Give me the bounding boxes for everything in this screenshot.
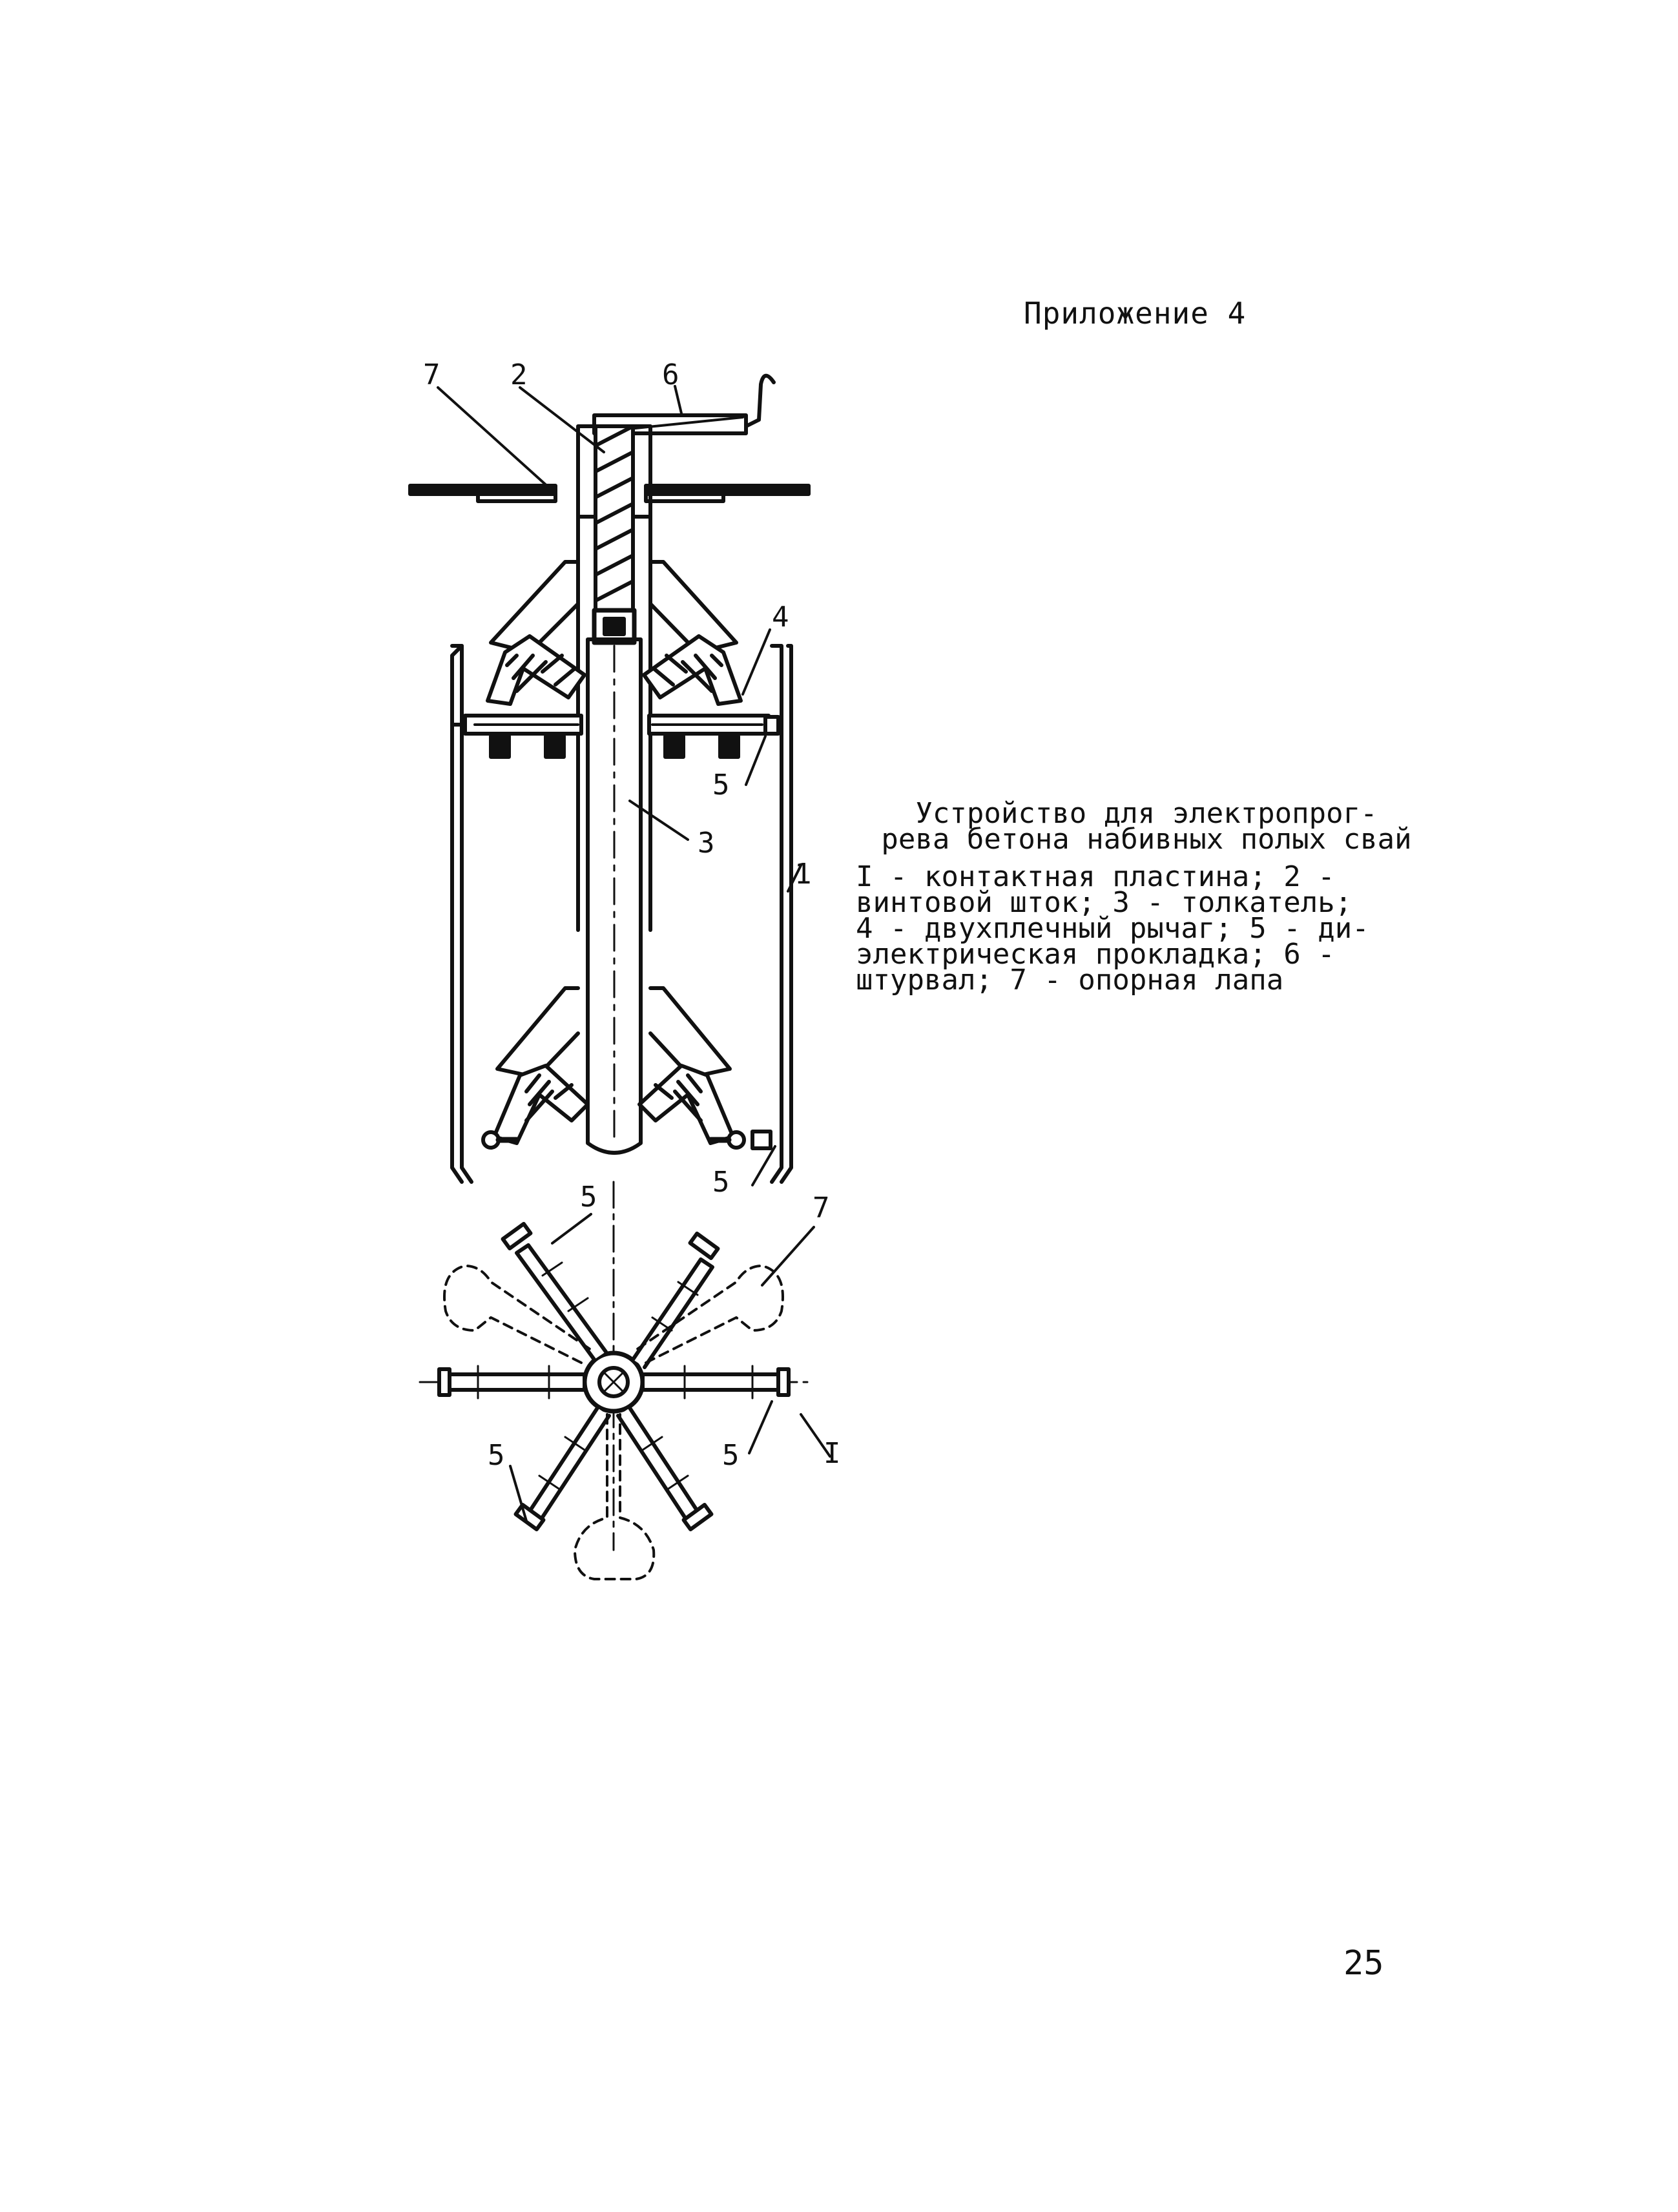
caption-title-line: Устройство для электропрог-	[915, 797, 1378, 830]
appendix-label: Приложение 4	[1024, 296, 1247, 331]
callout-7-plan: 7	[813, 1192, 830, 1225]
callout-5-plan-top: 5	[580, 1181, 597, 1214]
callout-7-top: 7	[423, 358, 440, 391]
figure-caption	[856, 797, 1437, 997]
legend-line: штурвал; 7 - опорная лапа	[856, 964, 1284, 997]
callout-3: 3	[698, 827, 715, 860]
callout-1-plan: I	[823, 1437, 841, 1470]
callout-6: 6	[662, 358, 679, 391]
legend-line: 4 - двухплечный рычаг; 5 - ди-	[856, 912, 1369, 945]
legend-line: электрическая прокладка; 6 -	[856, 938, 1335, 971]
callout-5-bottom: 5	[712, 1166, 730, 1199]
plan-rod-upper-left	[503, 1224, 606, 1359]
plan-rod-right	[643, 1366, 789, 1398]
legend-line: винтовой шток; 3 - толкатель;	[856, 886, 1352, 919]
lower-lever-left	[483, 1066, 588, 1148]
callout-2: 2	[510, 358, 528, 391]
plan-rod-left	[439, 1366, 585, 1398]
callout-1: 1	[794, 858, 812, 891]
plan-rod-lower-right	[618, 1408, 711, 1529]
caption-title	[856, 797, 1437, 856]
caption-title-line: рева бетона набивных полых свай	[881, 823, 1412, 856]
callout-4: 4	[772, 601, 789, 634]
caption-legend	[856, 860, 1437, 997]
callout-5-plan-left: 5	[488, 1439, 505, 1472]
callout-5-plan-right: 5	[722, 1439, 740, 1472]
legend-line: I - контактная пластина; 2 -	[856, 860, 1335, 893]
screw-stem-2	[578, 426, 650, 643]
page-number: 25	[1343, 1944, 1384, 1983]
lower-lever-right	[639, 1066, 771, 1148]
callout-5-middle: 5	[712, 769, 730, 801]
plan-rod-lower-left	[516, 1408, 609, 1529]
pusher-3	[588, 639, 641, 1153]
plan-view	[420, 1182, 830, 1579]
